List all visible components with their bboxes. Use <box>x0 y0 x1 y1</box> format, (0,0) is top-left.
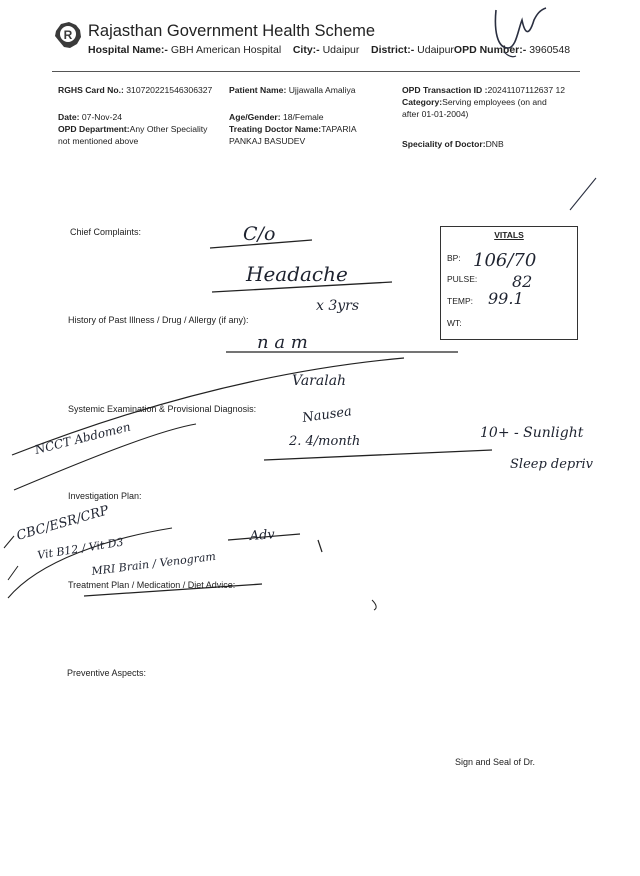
hw-inv2: Vit B12 / Vit D3 <box>36 535 125 562</box>
wt-label: WT: <box>447 318 462 328</box>
pulse-label: PULSE: <box>447 274 478 284</box>
hw-history2: Varalah <box>292 373 347 389</box>
hw-inv1: CBC/ESR/CRP <box>14 503 111 544</box>
hw-systemic3: 10+ - Sunlight <box>480 425 584 441</box>
doctor-signature-icon <box>495 8 546 48</box>
rghs-card-field: RGHS Card No.: 310720221546306327 <box>58 85 213 95</box>
doctor-speciality-field: Speciality of Doctor:DNB <box>402 139 504 149</box>
hw-co: C/o <box>243 223 276 245</box>
bp-label: BP: <box>447 253 461 263</box>
hw-temp: 99.1 <box>488 289 524 308</box>
hw-inv4: Adv <box>249 527 276 544</box>
history-label: History of Past Illness / Drug / Allergy (if any): <box>68 315 249 325</box>
patient-name-field: Patient Name: Ujjawalla Amaliya <box>229 85 356 95</box>
hw-duration: x 3yrs <box>316 298 360 314</box>
hw-headache: Headache <box>246 262 348 286</box>
hw-systemic4: Sleep depriv <box>510 457 593 472</box>
preventive-label: Preventive Aspects: <box>67 668 147 678</box>
hw-systemic2: 2. 4/month <box>289 434 361 449</box>
hw-diagnosis: NCCT Abdomen <box>33 419 132 457</box>
vitals-title: VITALS <box>494 230 524 240</box>
hw-history: n a m <box>257 332 308 353</box>
hospital-line: Hospital Name:- GBH American Hospital City:- Udaipur District:- UdaipurOPD Number:- 3960548 <box>88 44 571 56</box>
chief-complaints-label: Chief Complaints: <box>70 227 142 237</box>
treatment-label: Treatment Plan / Medication / Diet Advice: <box>68 580 236 590</box>
date-dept-field: Date: 07-Nov-24 OPD Department:Any Other Speciality not mentioned above <box>58 112 208 146</box>
systemic-exam-label: Systemic Examination & Provisional Diagnosis: <box>68 404 257 414</box>
opd-transaction-field: OPD Transaction ID :20241107112637 12 Category:Serving employees (on and after 01-01-2004) <box>402 85 566 119</box>
hw-inv3: MRI Brain / Venogram <box>90 549 217 578</box>
hw-systemic1: Nausea <box>301 404 353 426</box>
age-doctor-field: Age/Gender: 18/Female Treating Doctor Name:TAPARIA PANKAJ BASUDEV <box>229 112 357 146</box>
hw-bp: 106/70 <box>473 250 537 271</box>
svg-text:R: R <box>63 28 73 42</box>
scheme-title: Rajasthan Government Health Scheme <box>88 22 376 40</box>
temp-label: TEMP: <box>447 296 473 306</box>
investigation-label: Investigation Plan: <box>68 491 142 501</box>
sign-seal-label: Sign and Seal of Dr. <box>455 757 536 767</box>
hw-pulse: 82 <box>512 272 533 291</box>
